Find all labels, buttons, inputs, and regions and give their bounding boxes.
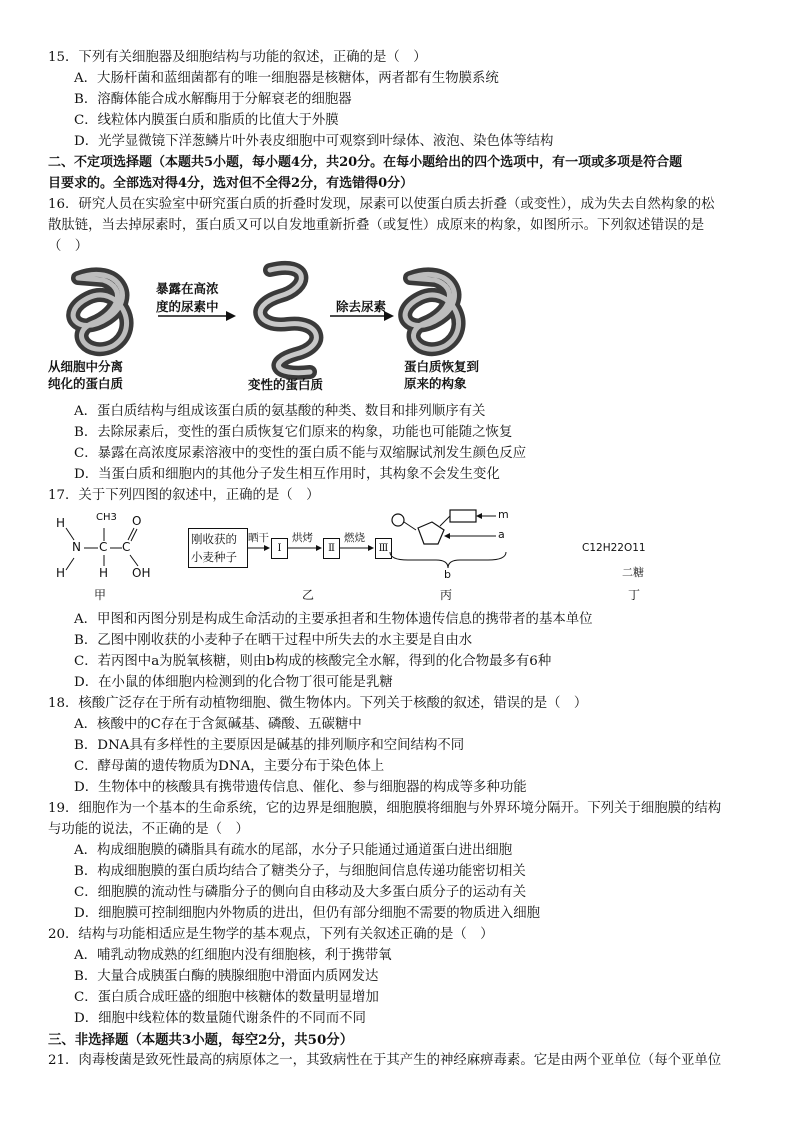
q20-option-d: D．细胞中线粒体的数量随代谢条件的不同而不同	[74, 1011, 366, 1026]
q17-option-a: A．甲图和丙图分别是构成生命活动的主要承担者和生物体遗传信息的携带者的基本单位	[74, 612, 593, 627]
q19-option-d: D．细胞膜可控制细胞内外物质的进出，但仍有部分细胞不需要的物质进入细胞	[74, 906, 541, 921]
q19-stem-line2: 与功能的说法，不正确的是（ ）	[48, 822, 249, 837]
phosphate-circle	[392, 514, 404, 526]
caption-restored-protein-1: 蛋白质恢复到	[404, 359, 480, 374]
amino-c2: C	[122, 540, 131, 554]
folded-protein-icon	[73, 274, 126, 349]
figure-ding	[582, 538, 662, 603]
q15-option-a: A．大肠杆菌和蓝细菌都有的唯一细胞器是核糖体，两者都有生物膜系统	[74, 71, 499, 86]
figure-jia-label: 甲	[94, 588, 107, 602]
q19-option-a: A．构成细胞膜的磷脂具有疏水的尾部，水分子只能通过通道蛋白进出细胞	[74, 843, 513, 858]
figure-bing	[388, 508, 568, 603]
amino-oh: OH	[132, 566, 151, 580]
q19-option-b: B．构成细胞膜的蛋白质均结合了糖类分子，与细胞间信息传递功能密切相关	[74, 864, 526, 879]
figure-jia	[48, 508, 168, 603]
arrow1-label-bottom: 度的尿素中	[156, 299, 219, 314]
amino-h3: H	[99, 566, 109, 580]
q17-figure-area	[48, 508, 748, 608]
q19-stem-line1: 19．细胞作为一个基本的生命系统，它的边界是细胞膜，细胞膜将细胞与外界环境分隔开。下列关于细胞膜的结构	[48, 801, 722, 816]
q19-option-c: C．细胞膜的流动性与磷脂分子的侧向自由移动及大多蛋白质分子的运动有关	[74, 885, 527, 900]
q16-option-d: D．当蛋白质和细胞内的其他分子发生相互作用时，其构象不会发生变化	[74, 467, 500, 482]
q18-option-c: C．酵母菌的遗传物质为DNA，主要分布于染色体上	[74, 759, 385, 774]
q16-option-a: A．蛋白质结构与组成该蛋白质的氨基酸的种类、数目和排列顺序有关	[74, 404, 486, 419]
arrow2-label: 除去尿素	[336, 299, 387, 314]
caption-purified-protein-1: 从细胞中分离	[48, 359, 124, 374]
caption-restored-protein-2: 原来的构象	[404, 376, 467, 391]
arrow1-label-top: 暴露在高浓	[156, 281, 219, 296]
q17-option-b: B．乙图中刚收获的小麦种子在晒干过程中所失去的水主要是自由水	[74, 633, 473, 648]
residue-2-box: Ⅱ	[323, 538, 340, 559]
amino-ch3: CH3	[96, 512, 117, 523]
q15-option-b: B．溶酶体能合成水解酶用于分解衰老的细胞器	[74, 92, 352, 107]
base-rectangle	[450, 510, 476, 522]
disaccharide-formula: C12H22O11	[582, 542, 646, 554]
label-a: a	[498, 528, 505, 541]
amino-h1: H	[56, 516, 66, 530]
q18-option-d: D．生物体中的核酸具有携带遗传信息、催化、参与细胞器的构成等多种功能	[74, 780, 527, 795]
q17-option-d: D．在小鼠的体细胞内检测到的化合物丁很可能是乳糖	[74, 675, 393, 690]
step-bake-label: 烘烤	[292, 532, 313, 544]
q20-option-a: A．哺乳动物成熟的红细胞内没有细胞核，利于携带氧	[74, 948, 392, 963]
section2-heading-line2: 目要求的。全部选对得4分，选对但不全得2分，有选错得0分）	[48, 176, 414, 191]
q21-stem: 21．肉毒梭菌是致死性最高的病原体之一，其致病性在于其产生的神经麻痹毒素。它是由两个亚单位（每个亚单位	[48, 1053, 722, 1068]
amino-h2: H	[56, 566, 66, 580]
q18-option-a: A．核酸中的C存在于含氮碱基、磷酸、五碳糖中	[74, 717, 362, 732]
residue-3-box: Ⅲ	[375, 538, 392, 559]
q17-option-c: C．若丙图中a为脱氧核糖，则由b构成的核酸完全水解，得到的化合物最多有6种	[74, 654, 552, 669]
section3-heading: 三、非选择题（本题共3小题，每空2分，共50分）	[48, 1032, 354, 1048]
figure-yi-label: 乙	[302, 588, 315, 602]
label-b: b	[444, 568, 451, 581]
q18-stem: 18．核酸广泛存在于所有动植物细胞、微生物体内。下列关于核酸的叙述，错误的是（ ）	[48, 696, 588, 711]
q15-option-d: D．光学显微镜下洋葱鳞片叶外表皮细胞中可观察到叶绿体、液泡、染色体等结构	[74, 134, 554, 149]
amino-o: O	[132, 514, 142, 528]
step-dry-label: 晒干	[248, 532, 269, 544]
amino-c1: C	[99, 540, 108, 554]
caption-denatured-protein: 变性的蛋白质	[248, 377, 324, 392]
figure-bing-label: 丙	[440, 588, 453, 602]
q15-option-c: C．线粒体内膜蛋白质和脂质的比值大于外膜	[74, 113, 339, 128]
q16-stem-line2: 散肽链，当去掉尿素时，蛋白质又可以自发地重新折叠（或复性）成原来的构象，如图所示。下列叙述错误的是	[48, 218, 705, 233]
residue-1-box: Ⅰ	[271, 538, 288, 559]
q16-option-b: B．去除尿素后，变性的蛋白质恢复它们原来的构象，功能也可能随之恢复	[74, 425, 513, 440]
q18-option-b: B．DNA具有多样性的主要原因是碱基的排列顺序和空间结构不同	[74, 738, 465, 753]
q17-stem: 17．关于下列四图的叙述中，正确的是（ ）	[48, 488, 320, 503]
wheat-box-line2: 小麦种子	[191, 550, 237, 564]
nucleotide-svg	[388, 508, 568, 588]
q16-stem-line1: 16．研究人员在实验室中研究蛋白质的折叠时发现，尿素可以使蛋白质去折叠（或变性），成为失去自然构象的松	[48, 197, 715, 212]
amino-n: N	[72, 540, 81, 554]
q16-option-c: C．暴露在高浓度尿素溶液中的变性的蛋白质不能与双缩脲试剂发生颜色反应	[74, 446, 527, 461]
unfolded-protein-icon	[260, 268, 316, 373]
q20-option-b: B．大量合成胰蛋白酶的胰腺细胞中滑面内质网发达	[74, 969, 379, 984]
q20-option-c: C．蛋白质合成旺盛的细胞中核糖体的数量明显增加	[74, 990, 379, 1005]
disaccharide-name: 二糖	[622, 566, 644, 579]
figure-yi	[188, 528, 418, 608]
step-burn-label: 燃烧	[344, 532, 365, 544]
wheat-box-line1: 刚收获的	[191, 532, 237, 546]
section2-heading-line1: 二、不定项选择题（本题共5小题，每小题4分，共20分。在每小题给出的四个选项中，有一项或多项是符合题	[48, 155, 683, 170]
q16-stem-line3: （ ）	[48, 239, 89, 254]
q20-stem: 20．结构与功能相适应是生物学的基本观点，下列有关叙述正确的是（ ）	[48, 927, 494, 942]
q15-stem: 15．下列有关细胞器及细胞结构与功能的叙述，正确的是（ ）	[48, 50, 427, 65]
protein-folding-figure	[48, 258, 508, 398]
figure-ding-label: 丁	[628, 588, 641, 602]
refolded-protein-icon	[405, 274, 458, 349]
label-m: m	[498, 508, 509, 521]
caption-purified-protein-2: 纯化的蛋白质	[48, 376, 124, 391]
